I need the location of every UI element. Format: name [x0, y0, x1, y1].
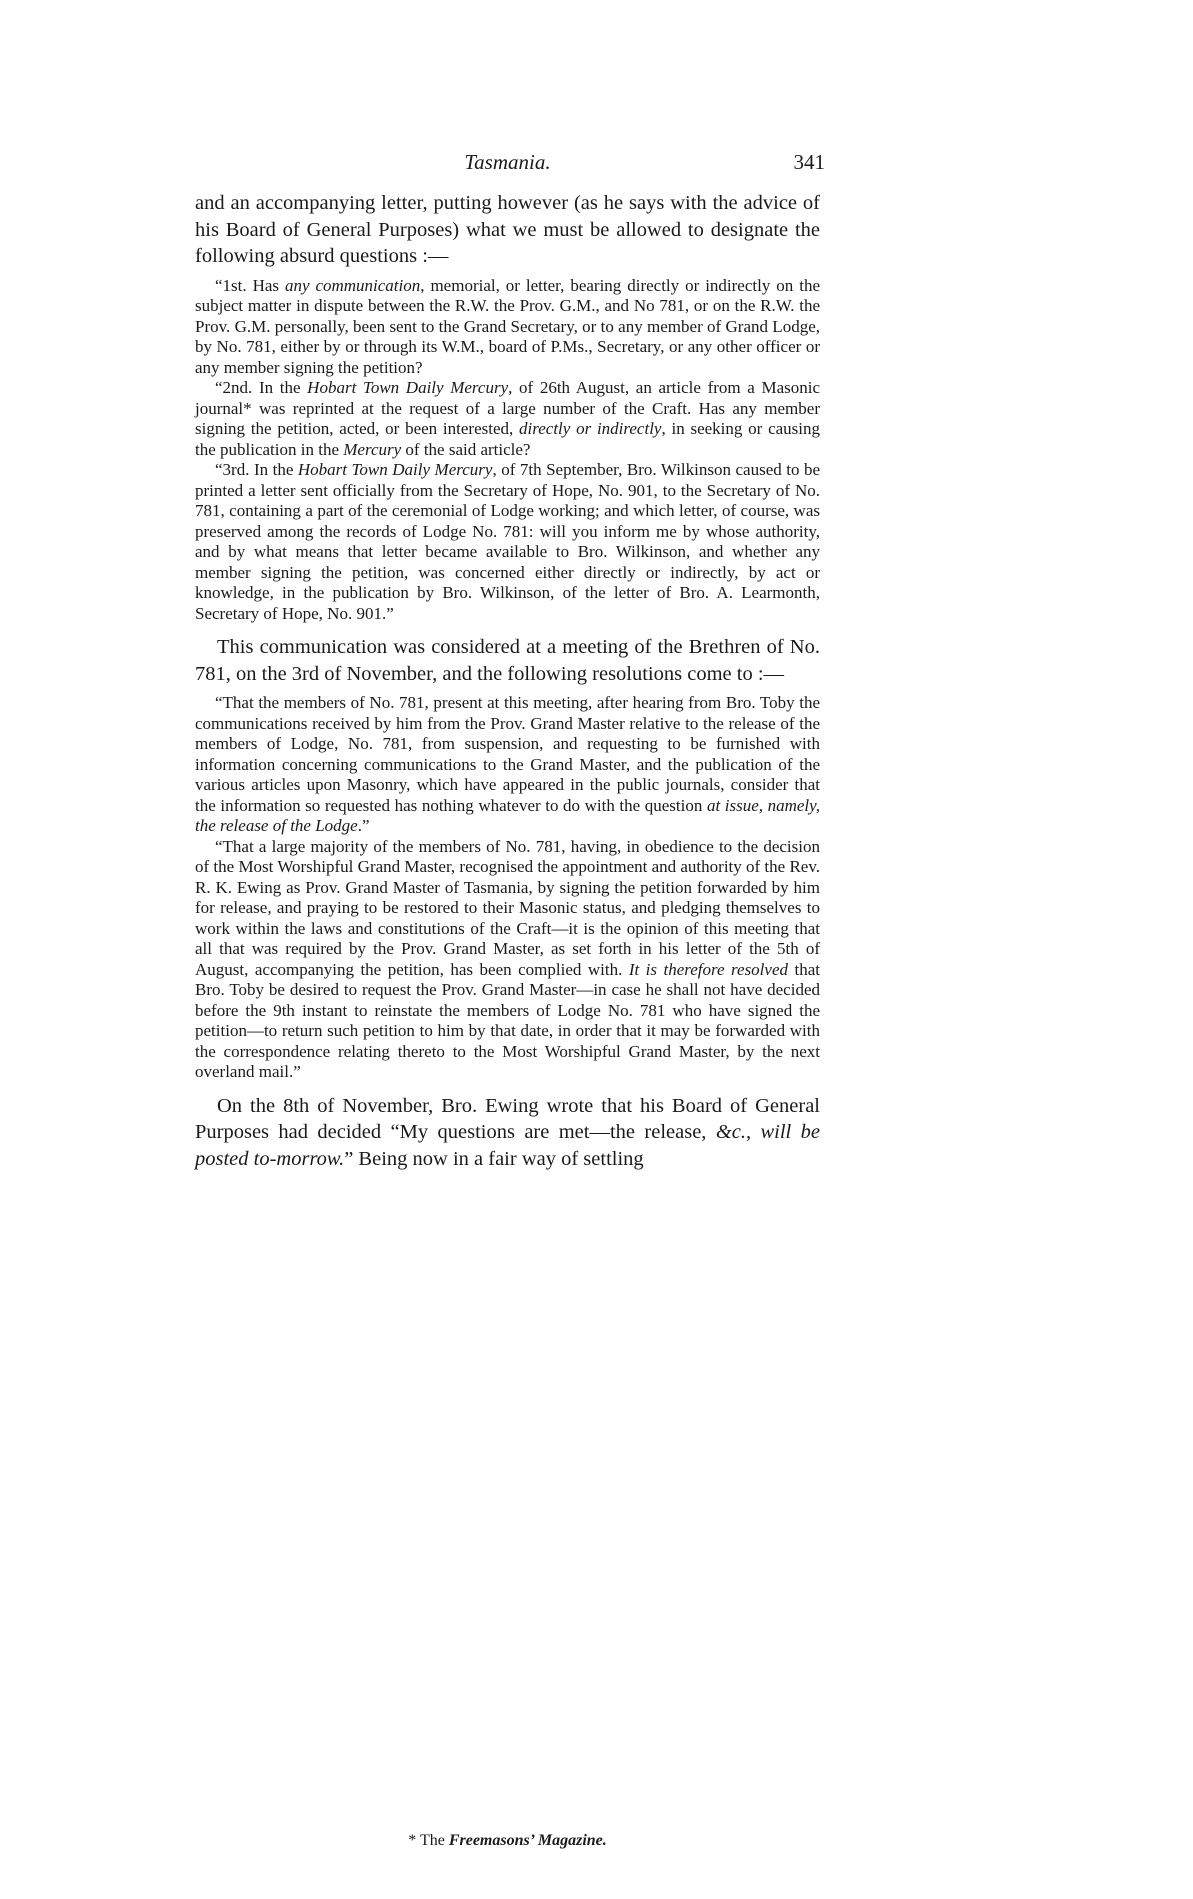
q1-italic: any communication — [284, 275, 421, 295]
r1-italic: at issue, namely, the release of the Lodge — [195, 795, 820, 835]
q2-mid2: , in seeking or causing the publication in the — [195, 419, 820, 459]
r2-main: “That a large majority of the members of No. 781, having, in obedience to the decision of the Most Worshipful Grand Master, recognised the appointment and authority of the Rev. R. K. Ewing as Prov. Grand Master of Tasmania, by signing the petition forwarded by him for release, and praying to be restored to their Masonic status, and pledging themselves to work within the laws and constitutions of the Craft—it is the opinion of this meeting that all that was required by the Prov. Grand Master, as set forth in his letter of the 5th of August, accompanying the petition, has been complied with. — [195, 836, 820, 979]
r2-end: that Bro. Toby be desired to request the Prov. Grand Master—in case he shall not have decided before the 9th instant to reinstate the members of Lodge No. 781 who have signed the petition—to return such petition to him by that date, in order that it may be forwarded with the correspondence relating thereto to the Most Worshipful Grand Master, by the next overland mail.” — [195, 959, 820, 1081]
page-header — [195, 150, 825, 190]
r1-main: “That the members of No. 781, present at this meeting, after hearing from Bro. Toby the communications received by him from the Prov. Grand Master relative to the release of the members of Lodge, No. 781, from suspension, and requesting to be furnished with information concerning communications to the Grand Master, and the publication of the various articles upon Masonry, which have appeared in the public journals, consider that the information so requested has nothing whatever to do with the question — [195, 693, 820, 815]
meeting-paragraph: This communication was considered at a meeting of the Brethren of No. 781, on the 3rd of November, and the following resolutions come to :— — [195, 636, 820, 685]
question-1 — [195, 276, 820, 379]
q2-mid: , of 26th August, an article from a Masonic journal* was reprinted at the request of a large number of the Craft. Has any member signing the petition, acted, or been interested, — [195, 378, 820, 438]
q2-italic: directly or indirectly — [519, 419, 662, 438]
q3-paper: Hobart Town Daily Mercury — [297, 460, 493, 479]
resolution-2 — [195, 837, 820, 1083]
resolution-1 — [195, 693, 820, 837]
q3-rest: , of 7th September, Bro. Wilkinson caused to be printed a letter sent officially from the Secretary of Hope, No. 901, to the Secretary of No. 781, containing a part of the ceremonial of Lodge working; and which letter, of course, was preserved among the records of Lodge No. 781: will you inform me by whose authority, and by what means that letter became available to Bro. Wilkinson, and whether any member signing the petition, was concerned either directly or indirectly, by act or knowledge, in the publication by Bro. Wilkinson, of the letter of Bro. A. Learmonth, Secretary of Hope, No. 901.” — [195, 460, 821, 623]
q2-paper: Hobart Town Daily Mercury — [307, 378, 509, 397]
question-3 — [195, 460, 820, 624]
final-italic: &c., will be posted to-morrow. — [195, 1121, 820, 1170]
q3-prefix: “3rd. In the — [215, 460, 298, 479]
q2-prefix: “2nd. In the — [215, 378, 308, 397]
q2-mercury: Mercury — [343, 439, 402, 459]
final-a: On the 8th of November, Bro. Ewing wrote that his Board of General Purposes had decided “My questions are met—the release, — [195, 1094, 820, 1143]
final-b: ” Being now in a fair way of settling — [344, 1147, 644, 1170]
questions-block — [195, 276, 820, 625]
intro-paragraph: and an accompanying letter, putting however (as he says with the advice of his Board of General Purposes) what we must be allowed to designate the following absurd questions :— — [195, 192, 820, 267]
running-title: Tasmania. — [464, 150, 551, 174]
footnote — [195, 1832, 820, 1850]
r1-end: .” — [357, 816, 370, 835]
footnote-title: Freemasons’ Magazine. — [448, 1832, 607, 1849]
q1-prefix: “1st. Has — [215, 275, 285, 295]
page-number: 341 — [793, 150, 825, 174]
resolutions-block — [195, 693, 820, 1083]
page — [195, 150, 825, 1849]
final-paragraph — [195, 1093, 820, 1173]
q2-end: of the said article? — [401, 439, 531, 459]
q1-rest: , memorial, or letter, bearing directly or indirectly on the subject matter in dispute between the R.W. the Prov. G.M., and No 781, or on the R.W. the Prov. G.M. personally, been sent to the Grand Secretary, or to any member of Grand Lodge, by No. 781, either by or through its W.M., board of P.Ms., Secretary, or any other officer or any member signing the petition? — [195, 275, 820, 377]
r2-italic: It is therefore resolved — [628, 959, 789, 979]
question-2 — [195, 378, 820, 460]
footnote-marker: * The — [408, 1832, 449, 1849]
